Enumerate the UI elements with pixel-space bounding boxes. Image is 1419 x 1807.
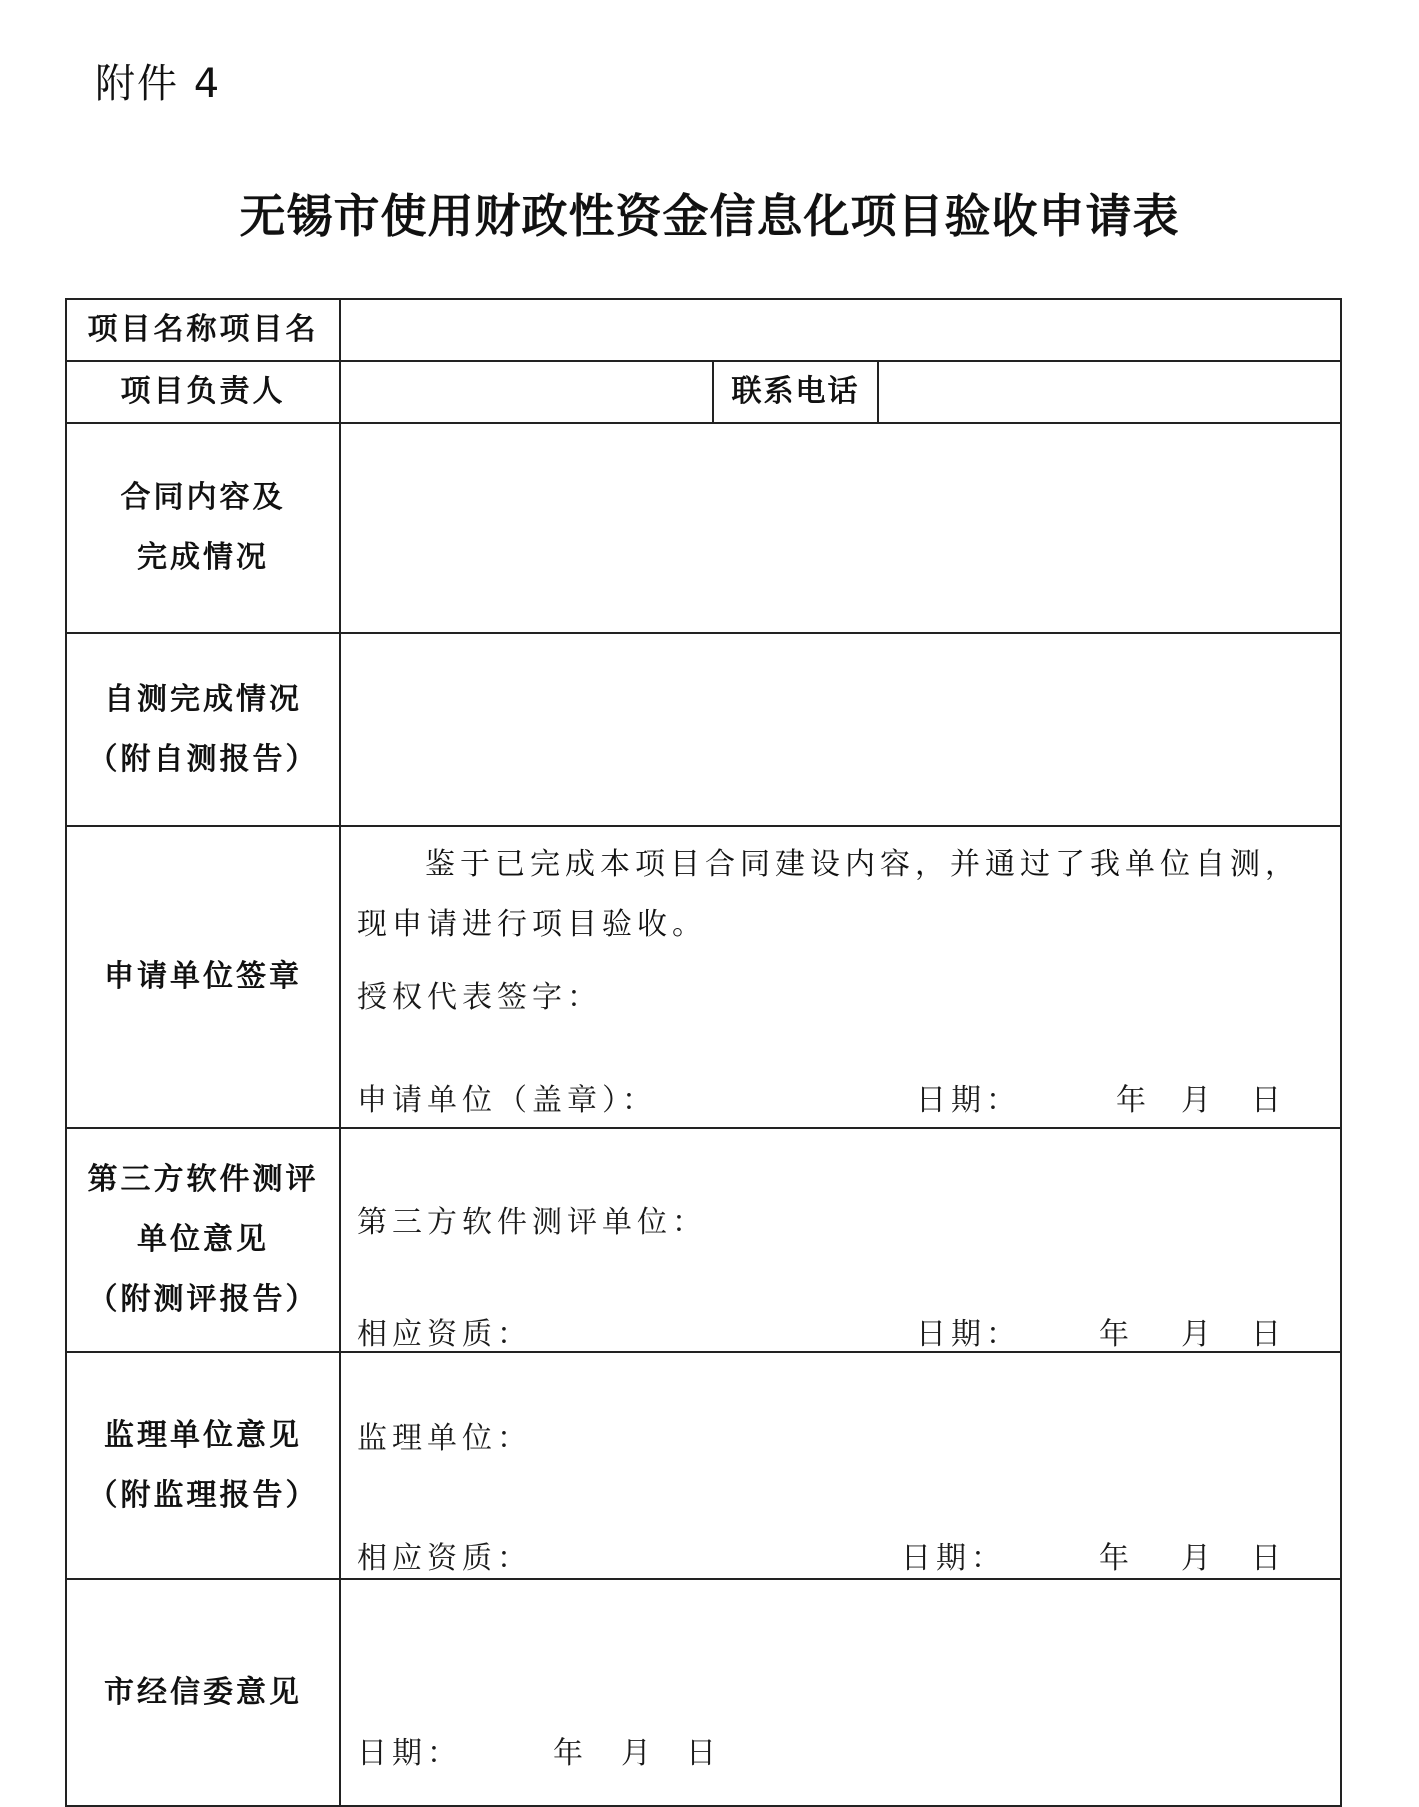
seal-label: 申请单位（盖章）： [357,1083,657,1118]
third-party-year: 年 [1099,1317,1134,1352]
project-owner-label: 项目负责人 [66,361,340,423]
signature-label: 授权代表签字： [357,980,602,1015]
row-supervisor [66,1352,1341,1579]
applicant-day: 日 [1251,1083,1286,1118]
row-contract [66,423,1341,633]
row-project-name [66,299,1341,361]
supervisor-date-label: 日期： [901,1541,1006,1576]
supervisor-label-line1: 监理单位意见 [104,1417,302,1453]
supervisor-field [340,1352,1341,1579]
third-party-label-line3: （附测评报告） [87,1282,319,1317]
contract-field[interactable] [340,423,1341,633]
application-form-table [65,298,1342,1807]
row-third-party [66,1128,1341,1352]
phone-field[interactable] [878,361,1341,423]
supervisor-day: 日 [1251,1541,1286,1576]
supervisor-label-line2: （附监理报告） [87,1477,319,1513]
applicant-statement: 鉴于已完成本项目合同建设内容，并通过了我单位自测，现申请进行项目验收。 [357,847,1300,942]
project-name-label: 项目名称项目名 [66,299,340,361]
applicant-field [340,826,1341,1128]
selftest-label [66,633,340,826]
selftest-field[interactable] [340,633,1341,826]
project-owner-field[interactable] [340,361,713,423]
supervisor-year: 年 [1099,1541,1134,1576]
attachment-number: 附件 4 [95,61,222,107]
commission-field [340,1579,1341,1806]
commission-month: 月 [621,1736,656,1771]
supervisor-qualification-label: 相应资质： [357,1541,532,1576]
supervisor-unit-label: 监理单位： [357,1421,532,1456]
phone-label: 联系电话 [713,361,878,423]
supervisor-month: 月 [1181,1541,1216,1576]
project-name-field[interactable] [340,299,1341,361]
third-party-label-line2: 单位意见 [137,1222,269,1257]
commission-date-label: 日期： [357,1736,462,1771]
third-party-day: 日 [1251,1317,1286,1352]
applicant-year: 年 [1116,1083,1151,1118]
commission-label: 市经信委意见 [66,1579,340,1806]
applicant-month: 月 [1181,1083,1216,1118]
third-party-label [66,1128,340,1352]
row-commission [66,1579,1341,1806]
commission-day: 日 [686,1736,721,1771]
contract-label-line1: 合同内容及 [120,480,286,515]
contract-label [66,423,340,633]
third-party-month: 月 [1181,1317,1216,1352]
selftest-label-line1: 自测完成情况 [104,681,302,717]
page-title: 无锡市使用财政性资金信息化项目验收申请表 [239,189,1180,243]
third-party-unit-label: 第三方软件测评单位： [357,1205,707,1240]
supervisor-label [66,1352,340,1579]
row-applicant [66,826,1341,1128]
third-party-date-label: 日期： [916,1317,1021,1352]
commission-year: 年 [553,1736,588,1771]
third-party-qualification-label: 相应资质： [357,1317,532,1352]
contract-label-line2: 完成情况 [137,540,269,575]
third-party-label-line1: 第三方软件测评 [87,1162,319,1197]
applicant-date-label: 日期： [916,1083,1021,1118]
row-selftest [66,633,1341,826]
row-owner-phone [66,361,1341,423]
applicant-label: 申请单位签章 [66,826,340,1128]
selftest-label-line2: （附自测报告） [87,741,319,777]
third-party-field [340,1128,1341,1352]
